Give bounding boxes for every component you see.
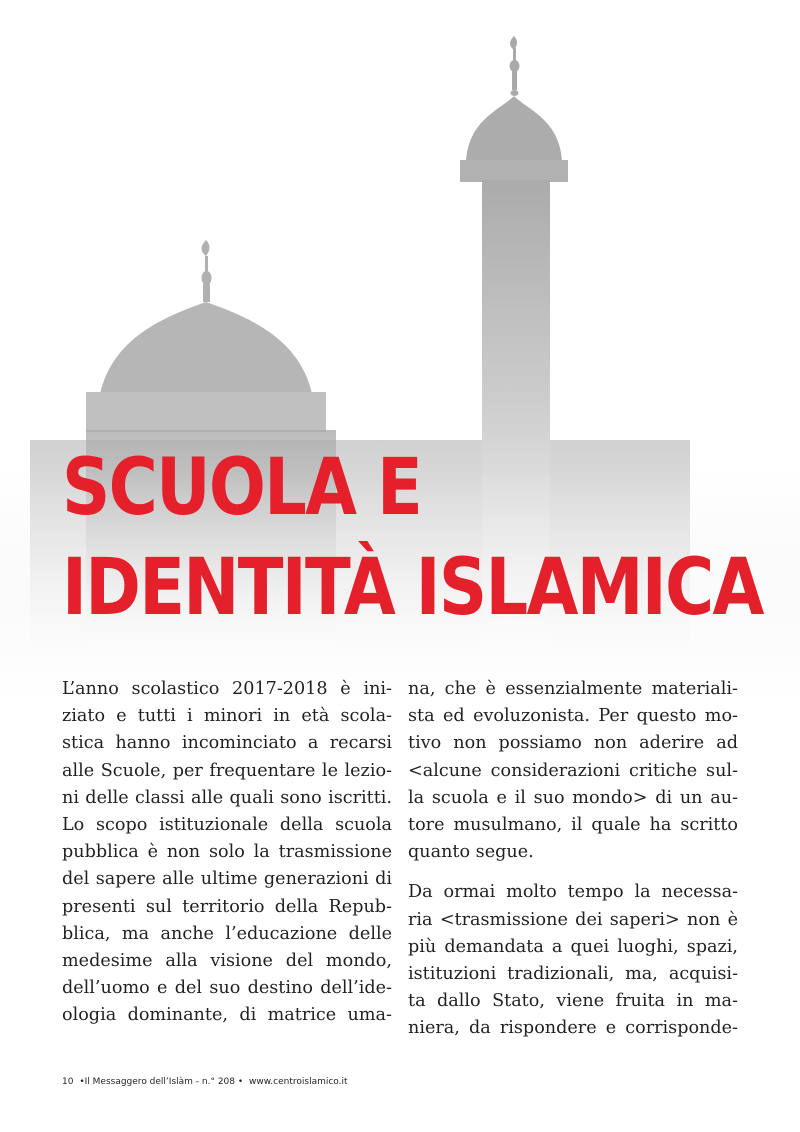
text-line: istituzioni tradizionali, ma, acquisi- — [408, 964, 738, 985]
article-title-line2: IDENTITÀ ISLAMICA — [62, 543, 763, 633]
right-text-column — [408, 676, 738, 1043]
text-line: pubblica è non solo la trasmissione — [62, 842, 392, 863]
page-number: 10 — [62, 1077, 74, 1087]
text-line: quanto segue. — [408, 842, 534, 863]
paragraph — [62, 676, 392, 1030]
text-line: na, che è essenzialmente materiali- — [408, 679, 738, 699]
left-text-column — [62, 676, 392, 1030]
text-line: <alcune considerazioni critiche sul- — [408, 760, 738, 781]
paragraph — [408, 676, 738, 866]
text-line: L’anno scolastico 2017-2018 è ini- — [62, 679, 392, 699]
text-line: alle Scuole, per frequentare le lezio- — [62, 760, 392, 781]
text-line: niera, da rispondere e corrisponde- — [408, 1018, 738, 1039]
text-line: più demandata a quei luoghi, spazi, — [408, 936, 738, 957]
text-line: stica hanno incominciato a recarsi — [62, 733, 392, 754]
text-line: ologia dominante, di matrice uma- — [62, 1005, 392, 1026]
text-line: blica, ma anche l’educazione delle — [62, 923, 392, 944]
text-line: tivo non possiamo non aderire ad — [408, 733, 738, 754]
paragraph — [408, 879, 738, 1042]
page-footer — [62, 1077, 351, 1087]
text-line: ta dallo Stato, viene fruita in ma- — [408, 991, 738, 1012]
article-title — [62, 438, 763, 638]
publication-name: •Il Messaggero dell’Islàm - n.° 208 • — [79, 1077, 244, 1087]
text-line: la scuola e il suo mondo> di un au- — [408, 787, 738, 808]
text-line: sta ed evoluzonista. Per questo mo- — [408, 706, 738, 727]
article-title-line1: SCUOLA E — [62, 443, 422, 533]
text-line: dell’uomo e del suo destino dell’ide- — [62, 978, 392, 999]
text-line: presenti sul territorio della Repub- — [62, 896, 392, 917]
text-line: tore musulmano, il quale ha scritto — [408, 815, 738, 836]
text-line: Lo scopo istituzionale della scuola — [62, 815, 392, 836]
text-line: Da ormai molto tempo la necessa- — [408, 882, 738, 903]
website-link[interactable]: www.centroislamico.it — [249, 1077, 348, 1087]
text-line: medesime alla visione del mondo, — [62, 951, 392, 972]
text-line: ni delle classi alle quali sono iscritti. — [62, 787, 392, 808]
text-line: ria <trasmissione dei saperi> non è — [408, 909, 738, 930]
text-line: ziato e tutti i minori in età scola- — [62, 706, 392, 727]
text-line: del sapere alle ultime generazioni di — [62, 869, 392, 890]
